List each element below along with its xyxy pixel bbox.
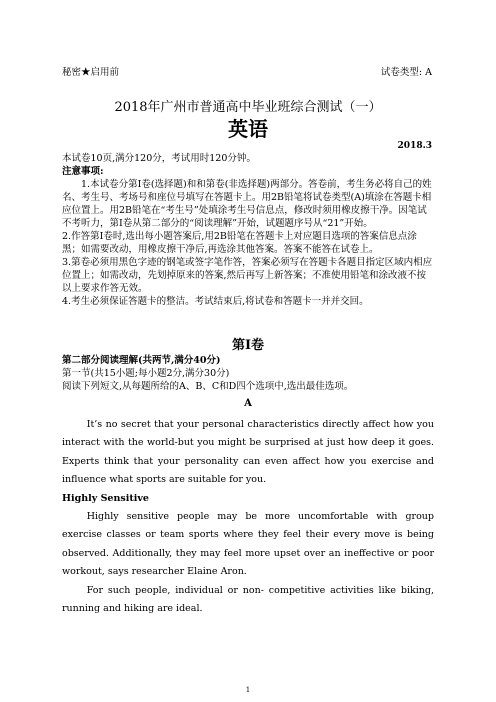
exam-title: 2018年广州市普通高中毕业班综合测试（一） [114,100,382,115]
section-part: 第一节(共15小题;每小题2分,满分30分) [62,368,230,379]
confidential-label: 秘密★启用前 [62,67,120,78]
notes-heading: 注意事项: [62,166,104,177]
passage-paragraph: Highly sensitive people may be more uncomfortable with group exercise classes or team sports where they feel their every move is being observed. Additionally, they may feel more upset over an ineffective or poor workout, says researcher Elaine Aron. [62,511,434,578]
note-item: 1.本试卷分第I卷(选择题)和和第卷(非选择题)两部分。答卷前，考生务必将自己的姓名、考生号、考场号和座位号填写在答题卡上。用2B铅笔将试卷类型(A)填涂在答题卡相应位置上。用2B铅笔在“考生号”处填涂考生号信息点，修改时须用橡皮擦干净。因笔试不考听力，第I卷从第二部分的“阅读理解”开始，试题题序号从“21”开始。 [62,179,432,229]
exam-date: 2018.3 [397,141,432,151]
reading-passage [62,416,434,618]
volume-heading: 第I卷 [231,338,265,353]
section-title: 第二部分阅读理解(共两节,满分40分) [62,355,221,366]
note-item: 4.考生必须保证答题卡的整洁。考试结束后,将试卷和答题卡一并并交回。 [62,296,369,307]
note-item: 3.第卷必须用黑色字迹的钢笔或签字笔作答，答案必须写在答题卡各题目指定区域内相应位置上；如需改动，先划掉原来的答案,然后再写上新答案；不准使用铅笔和涂改液不按以上要求作答无效。 [62,257,433,294]
section-instruction: 阅读下列短文,从每题所给的A、B、C和D四个选项中,选出最佳选项。 [62,381,354,392]
page-number: 1 [245,686,251,694]
passage-paragraph: For such people, individual or non- competitive activities like biking, running and hiking are ideal. [62,584,434,615]
passage-subheading: Highly Sensitive [62,492,149,504]
note-item: 2.作答第I卷时,选出每小题答案后,用2B铅笔在答题卡上对应题目选项的答案信息点涂黑；如需要改动，用橡皮擦干净后,再选涂其他答案。答案不能答在试卷上。 [62,231,417,255]
passage-paragraph: It’s no secret that your personal characteristics directly affect how you interact with the world-but you might be surprised at just how deep it goes. Experts think that your personality can even affect how you exercise and influence what sports are suitable for you. [62,419,434,486]
instructions-block [62,152,434,308]
passage-letter: A [244,398,252,409]
intro-line: 本试卷10页,满分120分，考试用时120分钟。 [62,153,256,164]
section-block [62,354,434,393]
paper-type-label: 试卷类型: A [380,67,432,78]
subject-title: 英语 [228,117,268,141]
